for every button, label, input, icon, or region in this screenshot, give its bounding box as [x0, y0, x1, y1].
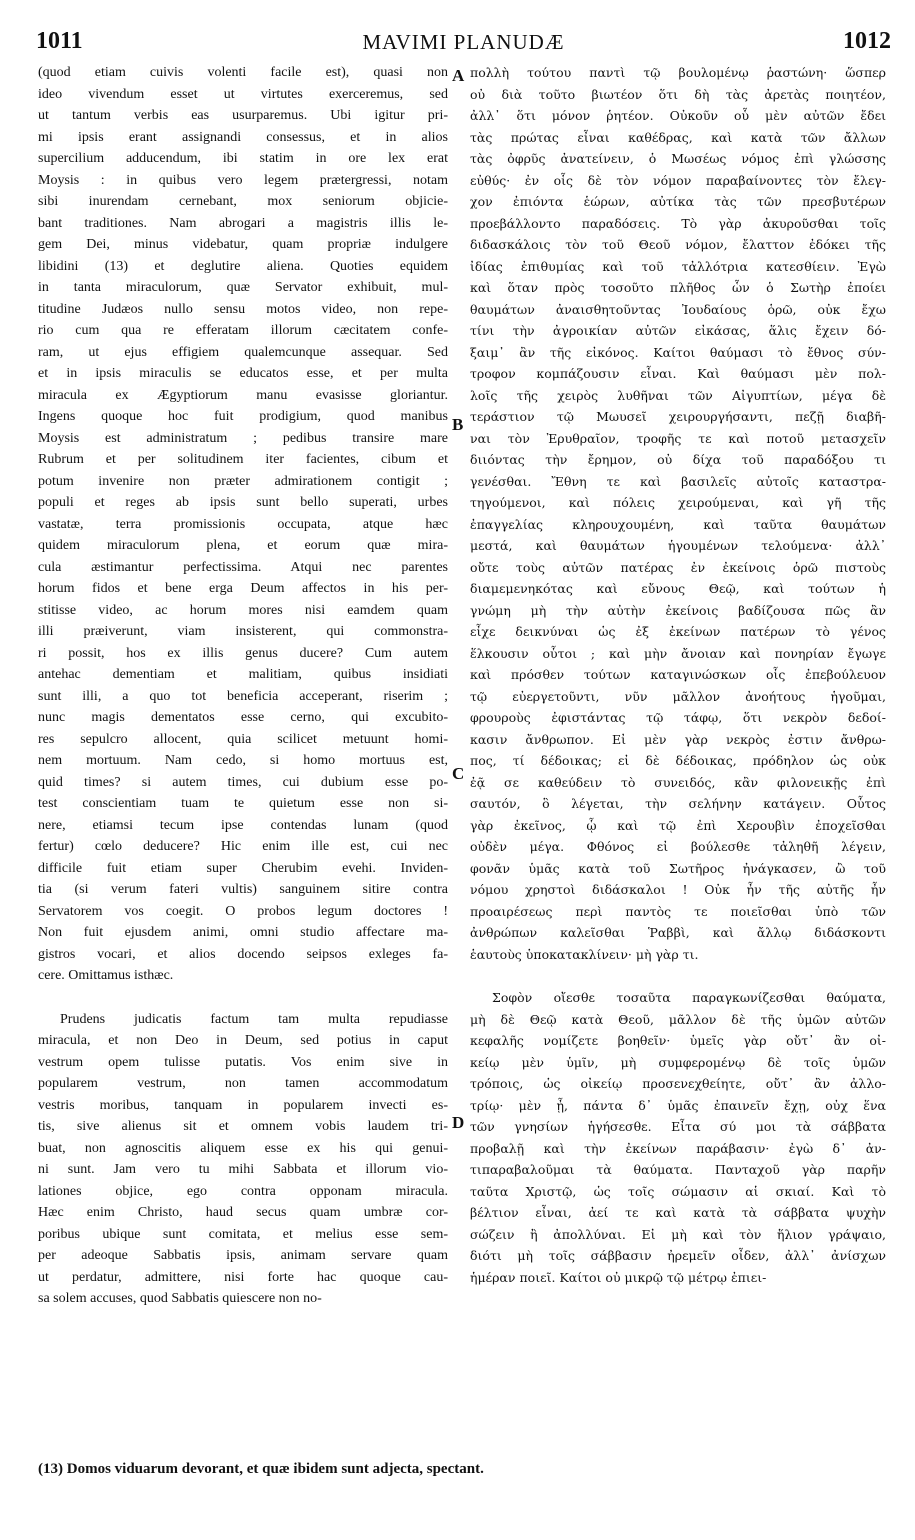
text-line: κασιν ἄνθρωπον. Εἰ μὲν γὰρ νεκρὸς ἐστιν ἄνθρω- [470, 731, 886, 747]
text-line: difficile fuit etiam super Cherubim evehi. Inviden- [38, 860, 448, 876]
text-line: τῶν γνησίων ἡγήσεσθε. Εἶτα σύ μοι τὰ σάββατα [470, 1119, 886, 1134]
text-line: ξαιμ᾽ ἂν τῆς εἰκόνος. Καίτοι θαύμασι τὸ ἔθνος σύν- [470, 344, 886, 360]
text-line: poribus ubique sunt comitata, et melius esse sem- [38, 1226, 448, 1242]
text-line: Ingens quoque hoc fuit prodigium, quod manibus [38, 409, 448, 424]
text-line: (quod etiam cuivis volenti facile est), quasi non [38, 65, 448, 80]
section-marker-c: C [452, 764, 465, 783]
text-line: in tanta miraculorum, quæ Servator exhibuit, mul- [38, 280, 448, 295]
text-line: tia (si verum fateri vultis) sanguinem sitire contra [38, 882, 448, 897]
text-line: gistros vocari, et alios docendo seipsos exleges fa- [38, 946, 448, 962]
greek-paragraph [470, 62, 886, 965]
text-line: οὐδὲν μέγα. Φθόνος εἰ βούλεσθε τἀληθῆ λέγειν, [470, 839, 886, 854]
text-line: illi præiverunt, viam insisterent, qui commonstra- [38, 624, 448, 639]
page-header [36, 28, 891, 58]
left-page-number: 1011 [36, 28, 83, 54]
text-line: ut tantum verbis eas usurparemus. Ubi igitur pri- [38, 108, 448, 123]
text-line: ταῦτα Χριστῷ, ὡς τοῖς σώμασιν αἱ σκιαί. Καὶ τὸ [470, 1183, 886, 1199]
latin-paragraph [38, 1009, 448, 1310]
running-title: MAVIMI PLANUDÆ [362, 30, 565, 54]
text-line: τεράστιον τῷ Μωυσεῖ χειρουργήσαντι, πεζῇ διαβῆ- [470, 409, 886, 424]
text-line: ideo vivendum esset ut virtutes exerceremus, sed [38, 86, 448, 102]
text-line: Rubrum et per solitudinem iter facientes, cibum et [38, 452, 448, 467]
text-line: σαυτόν, ὃ λέγεται, τὴν σελήνην κατάγειν. Οὗτος [470, 796, 886, 811]
text-line: ἀνθρώπων καλεῖσθαι Ῥαββὶ, καὶ ἄλλῳ διδάσκοντι [470, 925, 886, 940]
text-line: quid times? si autem times, cui dubium esse po- [38, 774, 448, 790]
text-line: μὴ δὲ Θεῷ κατὰ Θεοῦ, μᾶλλον δὲ τῆς ὑμῶν αὐτῶν [470, 1011, 886, 1027]
text-line: εὐθύς· ἐν οἷς δὲ τὸν νόμον παραβαίνοντες τὸν ἔλεγ- [470, 172, 886, 188]
text-line: bant traditiones. Nam abrogari a magistris illis le- [38, 215, 448, 231]
text-line: populi et reges ab ipsis sunt bello superati, urbes [38, 495, 448, 510]
text-line: sunt illi, a quo tot beneficia acceperant, riserim ; [38, 688, 448, 704]
text-line: κεφαλῆς νομίζετε βοηθεῖν· ὑμεῖς γὰρ οὔτ᾽ ἂν οἰ- [470, 1033, 886, 1048]
text-line: titudine Judæos nullo sensu motos video, non repe- [38, 301, 448, 317]
text-line: προβαλῇ καὶ τὴν ἐκείνων παράβασιν· ἐγὼ δ᾽ ἀν- [470, 1140, 886, 1156]
text-line: gem Dei, minus videbatur, quam propriæ indulgere [38, 237, 448, 252]
text-line: fertur) cœlo deducere? Hic enim ille est, cui nec [38, 839, 448, 854]
text-line: Moysis : in quibus vero legem prætergressi, notam [38, 172, 448, 188]
text-line: ἐπαγγελίας κληρουχουμένη, καὶ ταῦτα θαυμάτων [470, 516, 886, 532]
text-line: προεβάλλοντο παραδόσεις. Τὸ γὰρ ἀκυροῦσθαι τοῖς [470, 215, 886, 231]
text-line: per adeoque Sabbatis ipsis, animam servare quam [38, 1248, 448, 1263]
text-line: θαυμάτων ἀναισθητοῦντας Ἰουδαίους ὁρῶ, οὐκ ἔχω [470, 301, 886, 317]
text-line: νόμου χρηστοὶ διδάσκαλοι ! Οὐκ ἦν τῆς αὐτῆς ἦν [470, 882, 886, 897]
text-line: τὰς ὀφρῦς ἀνατείνειν, ὁ Μωσέως νόμος ἐπὶ γλώσσης [470, 151, 886, 166]
text-line: potum invenire non præter admirationem contigit ; [38, 473, 448, 489]
text-line: βέλτιον εἶναι, ἀεί τε καὶ κατὰ τὰ σάββατα ψυχὴν [470, 1205, 886, 1220]
section-marker-b: B [452, 415, 464, 434]
text-line: μεστά, καὶ θαυμάτων ἡγουμένων τελούμενα· ἀλλ᾽ [470, 538, 886, 553]
text-line: φονᾶν ὑμᾶς κατὰ τοῦ Σωτῆρος ἠνάγκασεν, ὢ τοῦ [470, 860, 886, 876]
text-line: ἡμέραν ποιεῖ. Καίτοι οὐ μικρῷ τῷ μέτρῳ ἐπιει- [470, 1269, 767, 1285]
text-line: et in ipsis miraculis se educatos esse, et per multa [38, 366, 448, 381]
text-line: stitisse video, ac horum mores nisi eamdem quam [38, 602, 448, 618]
text-line: τῷ εὐεργετοῦντι, νῦν μᾶλλον ἀνοήτους ἡγοῦμαι, [470, 688, 886, 704]
text-line: vestris moribus, tanquam in popularem invecti es- [38, 1097, 448, 1113]
text-line: cere. Omittamus isthæc. [38, 968, 174, 983]
text-line: buat, non agnoscitis aliquem esse ex his qui genui- [38, 1140, 448, 1156]
text-line: Servatorem vos coegit. O probos legum doctores ! [38, 903, 448, 919]
section-marker-d: D [452, 1113, 465, 1132]
text-line: horum fidos et bene erga Deum affectos in his per- [38, 581, 448, 596]
text-line: ri possit, hos ex illis genus ducere? Cum autem [38, 645, 448, 661]
text-line: ναι τὸν Ἐρυθραῖον, τροφῆς τε καὶ ποτοῦ μετασχεῖν [470, 430, 886, 446]
latin-paragraph [38, 62, 448, 987]
text-line: οὔτε τοὺς αὐτῶν πατέρας ἐν ἐκείνοις ὁρῶ πιστοὺς [470, 559, 886, 575]
text-line: πολλὴ τούτου παντὶ τῷ βουλομένῳ ῥαστώνη· ὥσπερ [470, 65, 886, 80]
text-line: τρίῳ· μὲν ᾖ, πάντα δ᾽ ὑμᾶς ἐπαινεῖν ἔχῃ, οὐχ ἕνα [470, 1097, 886, 1113]
text-line: sibi inurendam cernebant, mox seniorum objicie- [38, 194, 448, 209]
text-line: λοῖς τῆς χειρὸς λυθῆναι τῶν Αἰγυπτίων, μέγα δὲ [470, 387, 886, 403]
text-line: γὰρ ἐκεῖνος, ᾧ καὶ τῷ ἐπὶ Χερουβὶν ἐποχεῖσθαι [470, 817, 886, 833]
text-line: Prudens judicatis factum tam multa repudiasse [60, 1011, 448, 1027]
text-line: nem mortuum. Nam cedo, si homo mortuus est, [38, 753, 448, 768]
text-line: διιόντας τὴν ἔρημον, οὐ δίχα τοῦ παραδόξου τι [470, 452, 886, 467]
text-line: quidem miraculorum plena, et eorum quæ mira- [38, 538, 448, 553]
text-line: miracula, et non Deo in Deum, sed potius in caput [38, 1033, 448, 1048]
text-line: φρουροὺς ἐφιστάντας τῷ τάφῳ, ὅτι νεκρὸν δεδοί- [470, 710, 886, 725]
text-line: ni sunt. Jam vero tu mihi Sabbata et illorum vio- [38, 1162, 448, 1177]
section-marker-a: A [452, 66, 465, 85]
text-line: οὐ διὰ τοῦτο βιωτέον ὅτι δὴ τὰς ἀρετὰς ποιητέον, [470, 86, 886, 102]
text-line: popularem vestrum, non tamen accommodatum [38, 1076, 448, 1091]
text-line: τίνι τὴν ἀγροικίαν αὐτῶν εἰκάσας, ἅλις ἔχειν δό- [470, 323, 886, 338]
text-line: Moysis est administratum ; pedibus transire mare [38, 430, 448, 446]
text-line: nunc magis dementatos esse cerno, qui excubito- [38, 710, 448, 725]
text-line: καὶ πρόσθεν τούτων καταγινώσκων οἷς ἐπεβούλευον [470, 667, 886, 682]
greek-paragraph [470, 987, 886, 1288]
text-line: lationes objice, ego contra opponam miracula. [38, 1183, 448, 1199]
text-line: sa solem accuses, quod Sabbatis quiescere non no- [38, 1291, 322, 1306]
paragraph-gap [38, 987, 448, 1009]
text-line: διαμεμενηκότας καὶ εὔνους Θεῷ, καὶ τούτων ἡ [470, 581, 886, 596]
text-line: τιπαραβαλοῦμαι τὰ θαύματα. Πανταχοῦ γὰρ παρῆν [470, 1162, 886, 1177]
text-line: διδασκάλοις τὸν τοῦ Θεοῦ νόμον, ἔλαττον ἐδόκει τῆς [470, 237, 886, 252]
text-line: ἕλκουσιν οὗτοι ; καὶ μὴν ἄνοιαν καὶ πονηρίαν ἔγωγε [470, 645, 886, 661]
text-line: καὶ ὅταν πρὸς τοσοῦτο πλῆθος ὧν ὁ Σωτὴρ ἐποίει [470, 280, 886, 295]
text-line: supercilium adducendum, ibi statim in ore lex erat [38, 151, 448, 166]
text-line: χον ἐπιόντα ἑώρων, αὐτίκα τὰς τῶν πρεσβυτέρων [470, 194, 886, 209]
text-line: γνώμη μὴ τὴν αὐτὴν ἐκείνοις βαδίζουσα πῶς ἂν [470, 602, 886, 618]
text-line: Hæc enim Christo, haud secus quam umbræ cor- [38, 1205, 448, 1220]
right-page-number: 1012 [843, 28, 891, 54]
text-line: Non fuit ejusdem animi, omni studio affectare ma- [38, 925, 448, 940]
text-line: ram, ut ejus effigiem qualemcunque assequar. Sed [38, 344, 448, 360]
text-line: miracula ex Ægyptiorum manu evasisse gloriantur. [38, 387, 448, 403]
text-line: κείῳ μὲν ὑμῖν, μὴ συμφερομένῳ δὲ τοῖς ὑμῶν [470, 1054, 886, 1070]
text-line: ἰδίας ἐπιθυμίας καὶ τοῦ τἀλλότρια κατεσθίειν. Ἐγὼ [470, 258, 886, 274]
text-line: vestrum opem tulisse putatis. Vos enim sive in [38, 1054, 448, 1070]
text-line: ut perdatur, admittere, nisi forte hac quoque cau- [38, 1269, 448, 1285]
text-line: γενέσθαι. Ἔθνη τε καὶ βασιλεῖς αὐτοῖς καταστρα- [470, 473, 886, 489]
text-line: res sepulcro allocent, quia scilicet metuunt homi- [38, 731, 448, 747]
latin-column [38, 62, 448, 1310]
text-line: vastatæ, terra promissionis occupata, atque hæc [38, 516, 448, 532]
text-line: ἑαυτοὺς ὑποκατακλίνειν· μὴ γὰρ τι. [470, 946, 699, 962]
text-line: τροφον κομπάζουσιν εἶναι. Καὶ θαύμασι μὲν πολ- [470, 366, 886, 381]
text-line: τὰς πρώτας εἶναι καθέδρας, καὶ κατὰ τῶν ἄλλων [470, 129, 886, 145]
text-line: tis, sive alienus sit et omnem vobis laudem tri- [38, 1119, 448, 1134]
text-line: antehac dementiam et malitiam, quibus insidiati [38, 667, 448, 682]
text-line: πος, τί δέδοικας; εἰ δὲ δέδοικας, πρόδηλον ὡς οὐκ [470, 753, 886, 768]
text-line: διότι μὴ τοῖς σάββασιν ἠρεμεῖν οἶδεν, ἀλλ᾽ ἀνίσχων [470, 1248, 886, 1263]
text-line: εἶχε δεικνύναι ὡς ἐξ ἐκείνων πατέρων τὸ γένος [470, 624, 886, 639]
text-line: mi ipsis erant assignandi consessus, et in alios [38, 129, 448, 145]
text-line: ἀλλ᾽ ὅτι μόνον ῥητέον. Οὐκοῦν οὗ μὲν αὐτῶν ἔδει [470, 108, 886, 123]
text-line: libidini (13) et deglutire aliena. Quoties equidem [38, 258, 448, 274]
greek-column [470, 62, 886, 1288]
text-line: ἐᾷ σε καθεύδειν τὸ συνειδός, κἂν φιλονεικῇς ἐπὶ [470, 774, 886, 790]
text-line: προαιρέσεως περὶ παντὸς τε ποιεῖσθαι ὑπὸ τῶν [470, 903, 886, 919]
text-line: rio cum qua re efferatam illorum cæcitatem confe- [38, 323, 448, 338]
text-line: τηγούμενοι, καὶ πόλεις χειρούμεναι, καὶ γῆ τῆς [470, 495, 886, 510]
text-line: nere, etiamsi tecum ipse contendas lunam (quod [38, 817, 448, 833]
text-line: test conscientiam tuam te quietum esse non si- [38, 796, 448, 811]
text-line: σώζειν ἢ ἀπολλύναι. Εἰ μὴ καὶ τὸν ἥλιον γράψαιο, [470, 1226, 886, 1242]
text-line: τρόποις, ὡς οἰκείῳ προσενεχθείητε, οὔτ᾽ ἂν ἀλλο- [470, 1076, 886, 1091]
paragraph-gap [470, 965, 886, 987]
text-line: Σοφὸν οἴεσθε τοσαῦτα παραγκωνίζεσθαι θαύματα, [492, 990, 886, 1005]
text-line: cula æstimantur perfectissima. Atqui nec parentes [38, 559, 448, 575]
footnote: (13) Domos viduarum devorant, et quæ ibidem sunt adjecta, spectant. [38, 1461, 484, 1477]
